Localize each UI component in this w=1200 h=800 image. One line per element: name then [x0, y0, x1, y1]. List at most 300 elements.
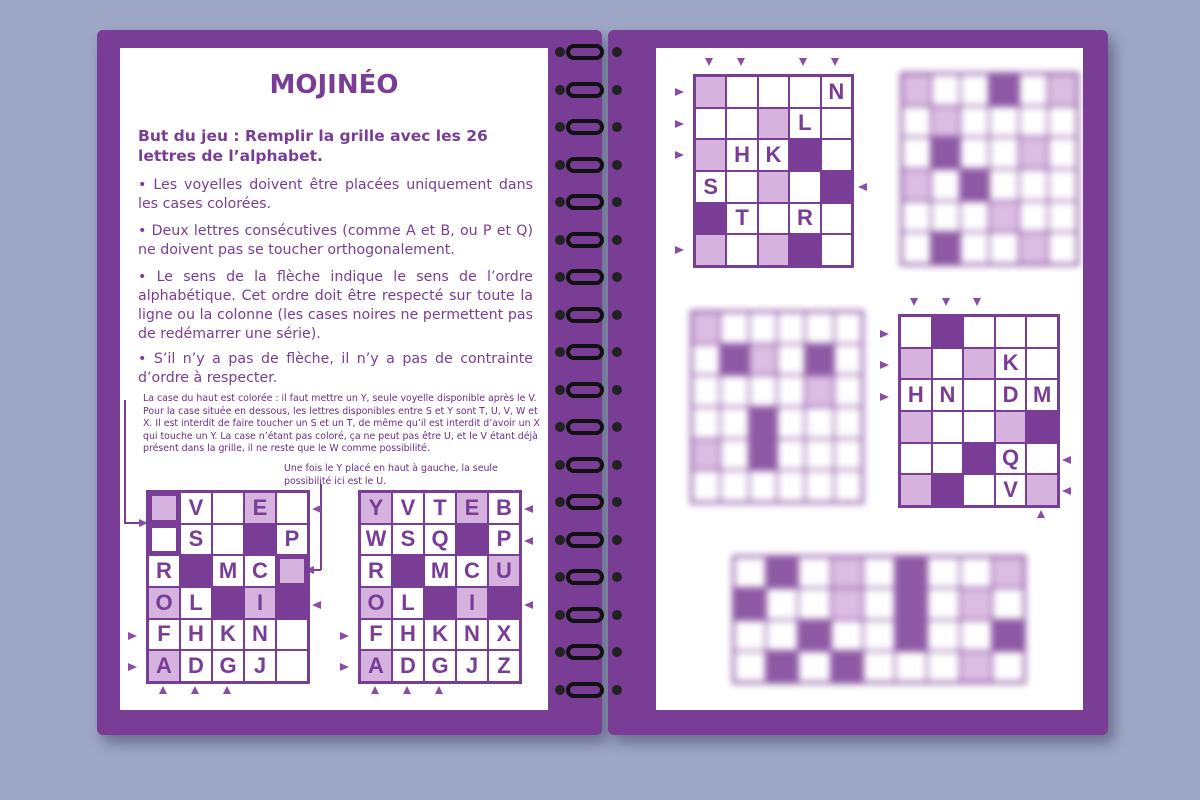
binding-hole — [555, 197, 565, 207]
order-arrow-right — [880, 330, 889, 338]
blurred-cell — [863, 651, 895, 682]
order-arrow-left — [312, 505, 321, 513]
grid-cell[interactable] — [695, 139, 726, 171]
grid-cell: H — [392, 619, 424, 651]
blurred-cell — [931, 232, 960, 264]
blurred-cell — [927, 588, 959, 619]
blurred-cell — [831, 588, 863, 619]
grid-cell: O — [360, 587, 392, 619]
blurred-cell — [834, 439, 862, 471]
binding-hole — [555, 85, 565, 95]
blurred-cell — [692, 470, 720, 502]
order-arrow-right — [675, 151, 684, 159]
grid-cell[interactable]: H — [900, 379, 932, 411]
grid-cell[interactable] — [1026, 443, 1058, 475]
example-grid-partial — [146, 490, 310, 684]
binding-hole — [612, 197, 622, 207]
blurred-cell — [766, 557, 798, 588]
binding-hole — [555, 497, 565, 507]
grid-cell[interactable]: T — [726, 203, 757, 235]
grid-cell[interactable] — [1026, 316, 1058, 348]
grid-cell — [212, 524, 244, 556]
blurred-cell — [960, 588, 992, 619]
spiral-ring — [566, 457, 604, 473]
spiral-ring — [566, 307, 604, 323]
order-arrow-down — [942, 298, 950, 306]
grid-cell[interactable] — [789, 171, 820, 203]
grid-cell: T — [424, 492, 456, 524]
binding-hole — [555, 460, 565, 470]
grid-cell[interactable] — [963, 348, 995, 380]
blurred-puzzle-grid — [732, 555, 1026, 684]
order-arrow-left — [524, 505, 533, 513]
grid-cell[interactable] — [963, 316, 995, 348]
blurred-cell — [1019, 137, 1048, 169]
grid-cell[interactable]: L — [789, 108, 820, 140]
binding-hole — [555, 535, 565, 545]
grid-cell: V — [180, 492, 212, 524]
explanation-note: La case du haut est colorée : il faut mettre un Y, seule voyelle disponible après le V. Pour la case située en dessous, les lettres disponibles entre S et Y sont T, U, V, W et X. Il est interdit de faire toucher un S et un T, de même qu’il est interdit d’avoir un X qui touche un Y. La case n’étant pas coloré, ça ne peut pas être U, et le V étant déjà présent dans la grille, il ne reste que le W comme possibilité. — [143, 393, 540, 454]
grid-cell[interactable]: K — [995, 348, 1027, 380]
order-arrow-left — [312, 601, 321, 609]
blurred-cell — [720, 344, 748, 376]
order-arrow-left — [858, 183, 867, 191]
grid-cell[interactable]: R — [789, 203, 820, 235]
blurred-cell — [805, 375, 833, 407]
grid-cell: I — [244, 587, 276, 619]
blurred-cell — [863, 557, 895, 588]
blurred-cell — [1019, 106, 1048, 138]
grid-cell: W — [360, 524, 392, 556]
blurred-cell — [989, 201, 1018, 233]
grid-cell[interactable] — [758, 234, 789, 266]
blurred-cell — [960, 106, 989, 138]
blurred-cell — [720, 312, 748, 344]
blurred-cell — [960, 232, 989, 264]
blurred-cell — [1048, 169, 1077, 201]
blurred-cell — [834, 375, 862, 407]
spiral-ring — [566, 569, 604, 585]
blurred-cell — [931, 137, 960, 169]
grid-cell[interactable] — [821, 171, 852, 203]
blurred-cell — [749, 439, 777, 471]
blurred-cell — [927, 557, 959, 588]
grid-cell — [456, 524, 488, 556]
blurred-cell — [834, 407, 862, 439]
spiral-ring — [566, 232, 604, 248]
grid-cell[interactable] — [758, 171, 789, 203]
order-arrow-left — [524, 537, 533, 545]
binding-hole — [612, 497, 622, 507]
binding-hole — [555, 310, 565, 320]
grid-cell[interactable]: S — [695, 171, 726, 203]
spiral-ring — [566, 532, 604, 548]
blurred-cell — [895, 588, 927, 619]
blurred-cell — [805, 470, 833, 502]
grid-cell[interactable] — [963, 474, 995, 506]
grid-cell[interactable] — [963, 443, 995, 475]
blurred-cell — [734, 557, 766, 588]
blurred-cell — [777, 439, 805, 471]
binding-hole — [612, 347, 622, 357]
binding-hole — [555, 610, 565, 620]
order-arrow-up — [223, 686, 231, 694]
binding-hole — [612, 610, 622, 620]
blurred-cell — [720, 470, 748, 502]
binding-hole — [555, 422, 565, 432]
rule-no-arrow: • S’il n’y a pas de flèche, il n’y a pas de contrainte d’ordre à respecter. — [138, 351, 533, 386]
grid-cell[interactable] — [900, 316, 932, 348]
order-arrow-right — [128, 663, 137, 671]
blurred-cell — [902, 232, 931, 264]
grid-cell: U — [488, 555, 520, 587]
grid-cell[interactable] — [789, 76, 820, 108]
blurred-cell — [989, 232, 1018, 264]
binding-hole — [612, 235, 622, 245]
blurred-cell — [1019, 232, 1048, 264]
blurred-cell — [692, 407, 720, 439]
blurred-cell — [749, 344, 777, 376]
grid-cell[interactable] — [900, 348, 932, 380]
grid-cell: R — [360, 555, 392, 587]
blurred-cell — [766, 588, 798, 619]
order-arrow-left — [524, 601, 533, 609]
blurred-cell — [960, 620, 992, 651]
grid-cell — [276, 650, 308, 682]
blurred-cell — [720, 407, 748, 439]
grid-cell[interactable] — [695, 234, 726, 266]
grid-cell: K — [212, 619, 244, 651]
rule-arrow-order: • Le sens de la flèche indique le sens de l’ordre alphabétique. Cet ordre doit être respecté sur toute la ligne ou la colonne (les cases noires ne permettent pas de redémarrer une série). — [138, 269, 533, 342]
order-arrow-down — [973, 298, 981, 306]
blurred-cell — [992, 620, 1024, 651]
grid-cell: M — [212, 555, 244, 587]
spiral-ring — [566, 682, 604, 698]
grid-cell[interactable] — [789, 139, 820, 171]
grid-cell[interactable] — [932, 474, 964, 506]
grid-cell[interactable]: D — [995, 379, 1027, 411]
spiral-ring — [566, 269, 604, 285]
grid-cell: L — [180, 587, 212, 619]
grid-cell[interactable] — [695, 108, 726, 140]
blurred-cell — [777, 470, 805, 502]
grid-cell[interactable]: N — [932, 379, 964, 411]
binding-hole — [612, 685, 622, 695]
grid-cell[interactable] — [963, 411, 995, 443]
spiral-ring — [566, 494, 604, 510]
order-arrow-right — [340, 632, 349, 640]
blurred-cell — [895, 620, 927, 651]
grid-cell: B — [488, 492, 520, 524]
blurred-cell — [863, 588, 895, 619]
blurred-cell — [1048, 137, 1077, 169]
blurred-cell — [1019, 201, 1048, 233]
blurred-cell — [863, 620, 895, 651]
grid-cell[interactable] — [758, 203, 789, 235]
binding-hole — [612, 160, 622, 170]
binding-hole — [612, 310, 622, 320]
order-arrow-up — [403, 686, 411, 694]
grid-cell: C — [244, 555, 276, 587]
blurred-cell — [1048, 232, 1077, 264]
blurred-cell — [902, 137, 931, 169]
grid-cell — [148, 492, 180, 524]
grid-cell: M — [424, 555, 456, 587]
grid-cell[interactable]: N — [821, 76, 852, 108]
blurred-cell — [734, 651, 766, 682]
grid-cell: X — [488, 619, 520, 651]
blurred-cell — [831, 651, 863, 682]
order-arrow-up — [371, 686, 379, 694]
blurred-cell — [1019, 74, 1048, 106]
order-arrow-down — [737, 58, 745, 66]
binding-hole — [612, 460, 622, 470]
connector-line-right — [320, 484, 322, 570]
blurred-cell — [989, 137, 1018, 169]
grid-cell — [276, 555, 308, 587]
binding-hole — [612, 535, 622, 545]
grid-cell: H — [180, 619, 212, 651]
puzzle-grid-1[interactable] — [693, 74, 854, 268]
grid-cell: Q — [424, 524, 456, 556]
blurred-cell — [992, 557, 1024, 588]
blurred-cell — [960, 651, 992, 682]
blurred-cell — [831, 557, 863, 588]
blurred-cell — [734, 588, 766, 619]
blurred-cell — [1048, 74, 1077, 106]
grid-cell: I — [456, 587, 488, 619]
blurred-puzzle-grid — [900, 72, 1079, 266]
connector-line-left-h — [124, 522, 140, 524]
grid-cell[interactable] — [695, 76, 726, 108]
blurred-cell — [805, 344, 833, 376]
blurred-cell — [805, 439, 833, 471]
grid-cell[interactable] — [932, 411, 964, 443]
blurred-cell — [749, 375, 777, 407]
order-arrow-up — [159, 686, 167, 694]
blurred-cell — [927, 651, 959, 682]
blurred-cell — [720, 375, 748, 407]
binding-hole — [555, 647, 565, 657]
binding-hole — [555, 122, 565, 132]
grid-cell — [244, 524, 276, 556]
grid-cell: V — [392, 492, 424, 524]
grid-cell[interactable] — [821, 139, 852, 171]
order-arrow-down — [705, 58, 713, 66]
blurred-cell — [692, 439, 720, 471]
blurred-cell — [834, 312, 862, 344]
grid-cell — [180, 555, 212, 587]
grid-cell[interactable]: Q — [995, 443, 1027, 475]
binding-hole — [555, 160, 565, 170]
grid-cell[interactable] — [726, 76, 757, 108]
grid-cell: G — [424, 650, 456, 682]
blurred-cell — [895, 557, 927, 588]
blurred-cell — [1048, 106, 1077, 138]
blurred-cell — [766, 620, 798, 651]
binding-hole — [555, 272, 565, 282]
binding-hole — [612, 385, 622, 395]
grid-cell: L — [392, 587, 424, 619]
blurred-cell — [902, 169, 931, 201]
grid-cell[interactable] — [758, 76, 789, 108]
blurred-cell — [989, 169, 1018, 201]
order-arrow-right — [675, 120, 684, 128]
blurred-cell — [766, 651, 798, 682]
blurred-cell — [960, 201, 989, 233]
grid-cell: S — [180, 524, 212, 556]
blurred-cell — [992, 588, 1024, 619]
grid-cell[interactable] — [821, 234, 852, 266]
order-arrow-right — [340, 663, 349, 671]
order-arrow-up — [435, 686, 443, 694]
grid-cell[interactable] — [995, 316, 1027, 348]
grid-cell: E — [456, 492, 488, 524]
grid-cell — [212, 587, 244, 619]
blurred-cell — [1048, 201, 1077, 233]
blurred-cell — [777, 375, 805, 407]
binding-hole — [555, 235, 565, 245]
page-title: MOJINÉO — [269, 70, 399, 100]
blurred-cell — [777, 407, 805, 439]
order-arrow-left — [1062, 487, 1071, 495]
rule-consecutive: • Deux lettres consécutives (comme A et B, ou P et Q) ne doivent pas se toucher orthogonalement. — [138, 223, 533, 258]
grid-cell — [148, 524, 180, 556]
grid-cell: P — [488, 524, 520, 556]
rule-vowels: • Les voyelles doivent être placées uniquement dans les cases colorées. — [138, 177, 533, 212]
grid-cell[interactable] — [1026, 348, 1058, 380]
blurred-cell — [720, 439, 748, 471]
order-arrow-down — [831, 58, 839, 66]
grid-cell: A — [148, 650, 180, 682]
grid-cell[interactable]: H — [726, 139, 757, 171]
grid-cell[interactable] — [900, 411, 932, 443]
grid-cell[interactable] — [932, 443, 964, 475]
blurred-cell — [902, 74, 931, 106]
blurred-cell — [895, 651, 927, 682]
grid-cell[interactable] — [1026, 411, 1058, 443]
explanation-note-2: Une fois le Y placé en haut à gauche, la seule possibilité ici est le U. — [284, 463, 498, 487]
binding-hole — [555, 685, 565, 695]
order-arrow-right — [880, 361, 889, 369]
spiral-ring — [566, 157, 604, 173]
grid-cell[interactable] — [758, 108, 789, 140]
puzzle-grid-2[interactable] — [898, 314, 1060, 508]
binding-hole — [612, 122, 622, 132]
grid-cell: S — [392, 524, 424, 556]
grid-cell[interactable] — [726, 171, 757, 203]
binding-hole — [612, 572, 622, 582]
blurred-cell — [960, 74, 989, 106]
blurred-cell — [960, 557, 992, 588]
grid-cell: D — [392, 650, 424, 682]
grid-cell[interactable]: V — [995, 474, 1027, 506]
order-arrow-down — [799, 58, 807, 66]
spiral-ring — [566, 119, 604, 135]
order-arrow-up — [1037, 510, 1045, 518]
grid-cell: A — [360, 650, 392, 682]
blurred-cell — [798, 620, 830, 651]
blurred-puzzle-grid — [690, 310, 864, 504]
grid-cell[interactable] — [726, 234, 757, 266]
game-goal: But du jeu : Remplir la grille avec les 26 lettres de l’alphabet. — [138, 127, 488, 165]
binding-hole — [555, 385, 565, 395]
grid-cell: N — [244, 619, 276, 651]
grid-cell[interactable] — [995, 411, 1027, 443]
blurred-cell — [1019, 169, 1048, 201]
spiral-ring — [566, 194, 604, 210]
grid-cell[interactable] — [900, 443, 932, 475]
blurred-cell — [931, 74, 960, 106]
blurred-cell — [692, 344, 720, 376]
connector-line-left — [124, 400, 126, 524]
blurred-cell — [692, 312, 720, 344]
grid-cell[interactable] — [963, 379, 995, 411]
order-arrow-right — [675, 88, 684, 96]
grid-cell[interactable] — [695, 203, 726, 235]
grid-cell: F — [360, 619, 392, 651]
grid-cell[interactable] — [932, 316, 964, 348]
blurred-cell — [831, 620, 863, 651]
blurred-cell — [931, 106, 960, 138]
order-arrow-left — [1062, 456, 1071, 464]
binding-hole — [555, 347, 565, 357]
grid-cell[interactable] — [932, 348, 964, 380]
grid-cell — [488, 587, 520, 619]
grid-cell[interactable] — [821, 108, 852, 140]
grid-cell[interactable] — [821, 203, 852, 235]
blurred-cell — [734, 620, 766, 651]
order-arrow-right — [880, 393, 889, 401]
example-grid-solved — [358, 490, 522, 684]
binding-hole — [612, 422, 622, 432]
grid-cell[interactable]: K — [758, 139, 789, 171]
grid-cell — [424, 587, 456, 619]
grid-cell[interactable] — [789, 234, 820, 266]
blurred-cell — [931, 201, 960, 233]
blurred-cell — [749, 312, 777, 344]
grid-cell: R — [148, 555, 180, 587]
blurred-cell — [749, 470, 777, 502]
binding-hole — [612, 47, 622, 57]
spiral-ring — [566, 44, 604, 60]
grid-cell: C — [456, 555, 488, 587]
grid-cell: J — [244, 650, 276, 682]
blurred-cell — [960, 169, 989, 201]
blurred-cell — [805, 312, 833, 344]
grid-cell: G — [212, 650, 244, 682]
blurred-cell — [805, 407, 833, 439]
binding-hole — [612, 272, 622, 282]
spiral-ring — [566, 82, 604, 98]
grid-cell: N — [456, 619, 488, 651]
blurred-cell — [989, 106, 1018, 138]
grid-cell: O — [148, 587, 180, 619]
grid-cell — [276, 492, 308, 524]
grid-cell[interactable] — [900, 474, 932, 506]
blurred-cell — [777, 312, 805, 344]
order-arrow-right — [675, 246, 684, 254]
blurred-cell — [927, 620, 959, 651]
blurred-cell — [798, 588, 830, 619]
order-arrow-up — [191, 686, 199, 694]
grid-cell[interactable] — [726, 108, 757, 140]
grid-cell[interactable]: M — [1026, 379, 1058, 411]
grid-cell[interactable] — [1026, 474, 1058, 506]
blurred-cell — [931, 169, 960, 201]
grid-cell: F — [148, 619, 180, 651]
grid-cell: E — [244, 492, 276, 524]
